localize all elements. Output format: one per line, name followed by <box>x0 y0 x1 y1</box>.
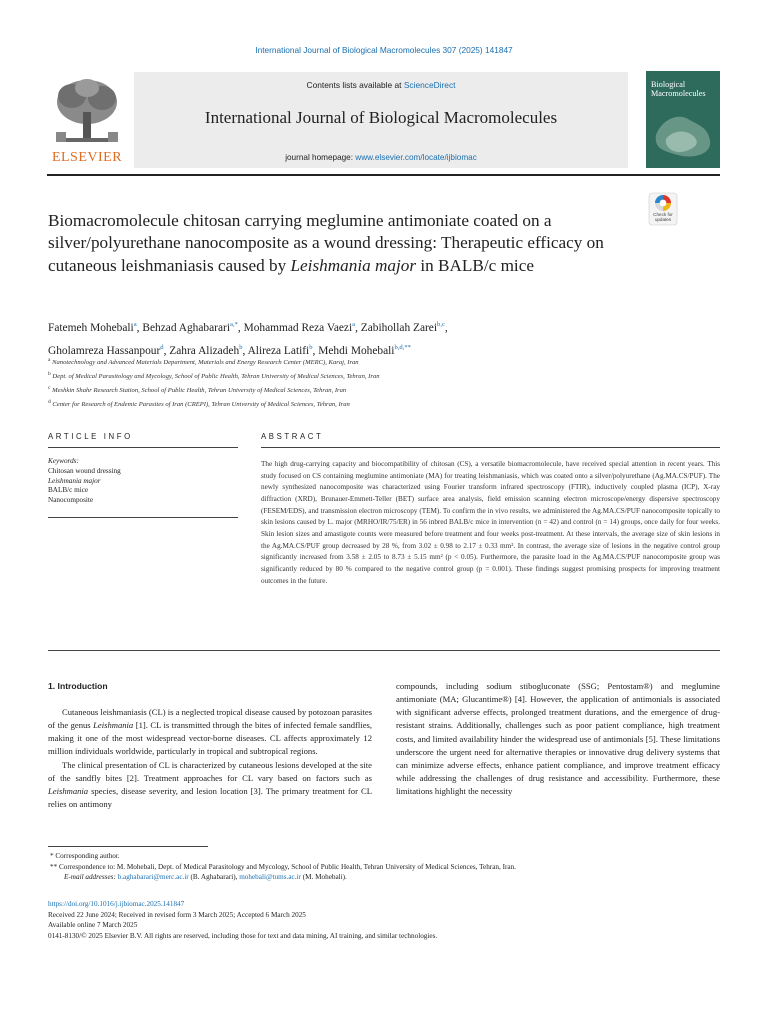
email-owner: (B. Aghabarari), <box>188 873 240 882</box>
affiliation-text: Dept. of Medical Parasitology and Mycology, School of Public Health, Tehran University of Medical Sciences, Tehran, Iran <box>52 373 380 381</box>
body-paragraph <box>48 706 372 759</box>
received-dates: Received 22 June 2024; Received in revised form 3 March 2025; Accepted 6 March 2025 <box>48 910 306 919</box>
cover-title-line1: Biological <box>651 80 686 89</box>
footnote-corresponding: * Corresponding author. <box>50 852 120 860</box>
footnote-correspondence: ** Correspondence to: M. Mohebali, Dept. of Medical Parasitology and Mycology, School of Public Health, Tehran University of Medical Sciences, Tehran, Iran. <box>50 862 516 871</box>
affiliation-item <box>48 383 688 397</box>
article-info-rule <box>48 447 238 448</box>
crossmark-line2: updates <box>654 217 672 222</box>
homepage-prefix: journal homepage: <box>285 153 356 162</box>
text-run: Cutaneous leishmaniasis (CL) is a neglected tropical disease caused by potozoan parasites of the genus <box>48 707 372 731</box>
abstract-text: The high drug-carrying capacity and biocompatibility of chitosan (CS), a versatile biomacromolecule, have received special attention in recent years. This study focused on CS containing meglumine antimoniate (MA) for treating leishmaniasis, which was coated onto a silver/polyurethane (Ag.MA.CS/PUF). The newly synthesized nanocomposite was characterized using Fourier transform infrared spectroscopy (FTIR), inductively coupled plasma (ICP), X-ray diffraction (XRD), Brunauer-Emmett-Teller (BET) surface area analysis, field emission scanning electron microscope/energy dispersive spectroscopy (FESEM/EDS), and transmission electron microscopy (TEM). To confirm the in vivo results, we administered the Ag.MA.CS/PUF nanocomposite topically to skin lesions caused by L. major (MRHO/IR/75/ER) in 56 inbred BALB/c mice in intervention (n = 42) and control (n = 14) groups, once daily for four weeks. Skin lesion sizes and amastigote counts were measured before treatment and four weeks post-treatment. At these intervals, the average size of skin lesions in the Ag.MA.CS/PUF group decreased by 28 %, from 3.02 ± 0.98 to 2.17 ± 0.33 mm². In contrast, the average size of lesions in the negative control group significantly increased from 3.58 ± 2.05 to 8.73 ± 5.15 mm² (p < 0.05). Furthermore, the parasite load in the Ag.MA.CS/PUF nanocomposite group was significantly reduced by 80 % compared to the negative control group (p = 0.001). These findings suggest promising prospects for improving treatment outcomes in the future. <box>261 460 720 585</box>
keywords-block <box>48 457 238 506</box>
affiliation-sup: b <box>48 370 51 377</box>
footnote-emails <box>50 872 730 883</box>
author[interactable]: Alireza Latifi <box>247 344 310 357</box>
keywords-rule <box>48 517 238 518</box>
article-info-heading: ARTICLE INFO <box>48 432 133 441</box>
abstract-rule <box>261 447 720 448</box>
email-link[interactable]: mohebali@tums.ac.ir <box>239 873 301 882</box>
author-affil-sup[interactable]: b <box>309 343 313 351</box>
email-label: E-mail addresses: <box>64 873 116 882</box>
doi-link[interactable]: https://doi.org/10.1016/j.ijbiomac.2025.141847 <box>48 900 185 908</box>
title-part1: Biomacromolecule chitosan carrying meglumine antimoniate coated on a silver/polyurethane nanocomposite as a wound dressing: Therapeutic efficacy on cutaneous leishmaniasis caused by <box>48 211 604 275</box>
elsevier-wordmark: ELSEVIER <box>51 150 123 165</box>
author[interactable]: Zabihollah Zarei <box>360 321 438 334</box>
keyword-item: Chitosan wound dressing <box>48 466 121 475</box>
article-title <box>48 210 628 277</box>
keyword-item: Nanocomposite <box>48 496 94 505</box>
journal-citation[interactable]: International Journal of Biological Macromolecules 307 (2025) 141847 <box>255 45 513 55</box>
author-affil-sup[interactable]: a,* <box>229 321 238 328</box>
sciencedirect-link[interactable]: ScienceDirect <box>403 80 456 90</box>
author-affil-sup[interactable]: d <box>160 343 164 351</box>
affiliation-item <box>48 369 688 383</box>
affiliation-sup: c <box>48 384 51 391</box>
author[interactable]: Fatemeh Mohebali <box>48 321 134 334</box>
affiliation-text: Nanotechnology and Advanced Materials Department, Materials and Energy Research Center (MERC), Karaj, Iran <box>52 359 359 367</box>
section-heading-introduction: 1. Introduction <box>48 681 108 691</box>
author[interactable]: Behzad Aghabarari <box>142 321 230 334</box>
journal-cover-title <box>651 81 717 98</box>
journal-homepage <box>134 153 628 162</box>
body-paragraph <box>48 759 372 812</box>
email-owner: (M. Mohebali). <box>300 873 347 882</box>
author-affil-sup[interactable]: a <box>133 321 137 328</box>
copyright-line: 0141-8130/© 2025 Elsevier B.V. All rights are reserved, including those for text and data mining, AI training, and similar technologies. <box>48 931 438 940</box>
text-italic: Leishmania <box>93 720 134 731</box>
affiliation-text: Meshkin Shahr Research Station, School of Public Health, Tehran University of Medical Sciences, Tehran, Iran <box>52 387 347 395</box>
footnote-rule <box>48 846 208 847</box>
available-online: Available online 7 March 2025 <box>48 921 138 930</box>
body-right-column <box>396 680 720 798</box>
affiliation-text: Center for Research of Endemic Parasites of Iran (CREPI), Tehran University of Medical Sciences, Tehran, Iran <box>52 401 350 409</box>
author[interactable]: Zahra Alizadeh <box>169 344 240 357</box>
title-part2: in BALB/c mice <box>416 255 534 275</box>
cover-map-graphic <box>652 105 714 163</box>
text-run: [1]. CL is transmitted through the bites of infected female sandflies, making it one of the most widespread vector-borne diseases. CL affects approximately 12 million individuals worldwide, particularly in tropical and subtropical regions. <box>48 720 372 757</box>
affiliation-item <box>48 355 688 369</box>
author[interactable]: Mehdi Mohebali <box>318 344 395 357</box>
crossmark-label <box>647 212 679 222</box>
keywords-label: Keywords: <box>48 457 79 465</box>
abstract-heading: ABSTRACT <box>261 432 324 441</box>
author[interactable]: Mohammad Reza Vaezi <box>243 321 353 334</box>
contents-line <box>134 80 628 90</box>
affiliation-sup: a <box>48 357 51 363</box>
journal-name: International Journal of Biological Macromolecules <box>204 108 558 127</box>
abstract-bottom-rule <box>48 650 720 651</box>
body-paragraph-continued: compounds, including sodium stibogluconate (SSG; Pentostam®) and meglumine antimoniate (MA; Glucantime®) [4]. However, the application of antimonials is associated with significant adverse effects, prolonged treatment durations, and the emergence of drug-resistant strains. Additionally, challenges such as poor patient compliance, high treatment costs, and limited availability hinder the widespread use of antimonials [5]. These limitations underscore the urgent need for alternative therapies or innovative drug delivery systems that can minimize adverse effects, enhance patient compliance, and improve treatment efficacy while addressing the challenges of drug resistance and accessibility. Furthermore, these limitations highlight the necessity <box>396 681 720 797</box>
homepage-link[interactable]: www.elsevier.com/locate/ijbiomac <box>355 153 477 162</box>
text-italic: Leishmania <box>48 785 89 796</box>
author-affil-sup[interactable]: b <box>239 343 243 351</box>
author-affil-sup[interactable]: b,d,** <box>394 343 411 351</box>
email-link[interactable]: b.aghabarari@merc.ac.ir <box>117 873 189 882</box>
text-run: The clinical presentation of CL is characterized by cutaneous lesions developed at the site of the sandfly bites [2]. Treatment approaches for CL vary based on factors such as <box>48 759 372 783</box>
article-history <box>48 899 738 941</box>
affiliations <box>48 355 688 411</box>
footnotes <box>50 851 730 883</box>
affiliation-item <box>48 397 688 411</box>
contents-prefix: Contents lists available at <box>306 80 404 90</box>
body-left-column <box>48 706 372 811</box>
keyword-item: BALB/c mice <box>48 486 89 495</box>
author-affil-sup[interactable]: a <box>352 321 356 328</box>
author[interactable]: Gholamreza Hassanpour <box>48 344 161 357</box>
crossmark-line1: Check for <box>653 212 673 217</box>
author-affil-sup[interactable]: b,c <box>437 321 445 328</box>
header-divider <box>47 174 720 176</box>
author-list: Fatemeh Mohebali$^a$, Behzad Aghabarari$^{a,*}$, Mohammad Reza Vaezi$^a$, Zabihollah Zarei$^{b,c}$, Gholamreza Hassanpour$^d$, Zahra Alizadeh$^b$, Alireza Latifi$^b$, Mehdi Mohebali$^{b,d,**}$ <box>48 321 448 357</box>
affiliation-sup: d <box>48 398 51 405</box>
keyword-item: Leishmania major <box>48 476 101 485</box>
cover-title-line2: Macromolecules <box>651 88 706 98</box>
text-run: species, disease severity, and lesion location [3]. The primary treatment for CL relies on antimony <box>48 785 372 810</box>
title-italic-species: Leishmania major <box>290 255 417 275</box>
